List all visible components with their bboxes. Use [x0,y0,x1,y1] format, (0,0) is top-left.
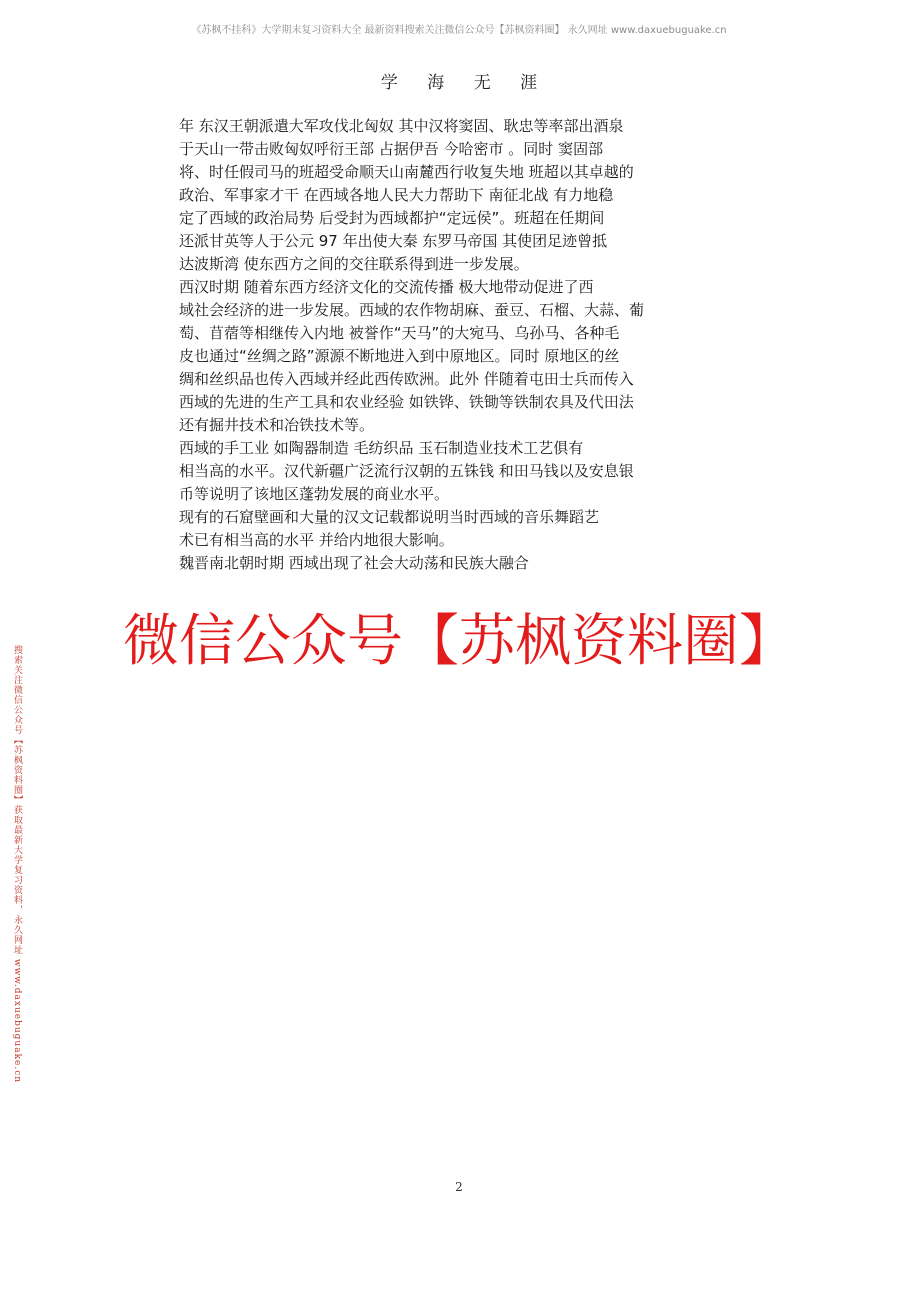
text-line: 相当高的水平。汉代新疆广泛流行汉朝的五铢钱 和田马钱以及安息银 [179,462,634,480]
page-title: 学 海 无 涯 [380,73,550,93]
watermark-banner: 微信公众号【苏枫资料圈】 [123,609,795,674]
text-line: 绸和丝织品也传入西域并经此西传欧洲。此外 伴随着屯田士兵而传入 [179,370,634,388]
text-line: 西汉时期 随着东西方经济文化的交流传播 极大地带动促进了西 [179,278,594,296]
page-number: 2 [455,1180,463,1194]
text-line: 于天山一带击败匈奴呼衍王部 占据伊吾 今哈密市 。同时 窦固部 [179,140,604,158]
text-line: 将、时任假司马的班超受命顺天山南麓西行收复失地 班超以其卓越的 [179,163,634,181]
text-line: 政治、军事家才干 在西域各地人民大力帮助下 南征北战 有力地稳 [179,186,614,204]
side-note: 搜索关注微信公众号【苏枫资料圈】获取最新大学复习资料，永久网址 www.daxuebuguake.cn [12,645,22,1084]
text-line: 现有的石窟壁画和大量的汉文记载都说明当时西域的音乐舞蹈艺 [179,508,600,526]
text-line: 西域的先进的生产工具和农业经验 如铁铧、铁锄等铁制农具及代田法 [179,393,634,411]
text-line: 魏晋南北朝时期 西域出现了社会大动荡和民族大融合 [179,554,529,572]
text-line: 达波斯湾 使东西方之间的交往联系得到进一步发展。 [179,255,529,273]
text-line: 定了西域的政治局势 后受封为西域都护“定远侯”。班超在任期间 [179,209,605,227]
text-line: 还派甘英等人于公元 97 年出使大秦 东罗马帝国 其使团足迹曾抵 [179,232,608,250]
header-note: 《苏枫不挂科》大学期末复习资料大全 最新资料搜索关注微信公众号【苏枫资料圈】 永久网址 www.daxuebuguake.cn [191,25,727,36]
text-line: 皮也通过“丝绸之路”源源不断地进入到中原地区。同时 原地区的丝 [179,347,620,365]
text-line: 萄、苜蓿等相继传入内地 被誉作“天马”的大宛马、乌孙马、各种毛 [179,324,620,342]
text-line: 域社会经济的进一步发展。西域的农作物胡麻、蚕豆、石榴、大蒜、葡 [179,301,645,319]
text-line: 西域的手工业 如陶器制造 毛纺织品 玉石制造业技术工艺俱有 [179,439,584,457]
text-line: 还有掘井技术和冶铁技术等。 [179,416,375,434]
text-line: 币等说明了该地区蓬勃发展的商业水平。 [179,485,450,503]
text-line: 年 东汉王朝派遣大军攻伐北匈奴 其中汉将窦固、耿忠等率部出酒泉 [179,117,624,135]
body-text [179,115,719,575]
text-line: 术已有相当高的水平 并给内地很大影响。 [179,531,454,549]
